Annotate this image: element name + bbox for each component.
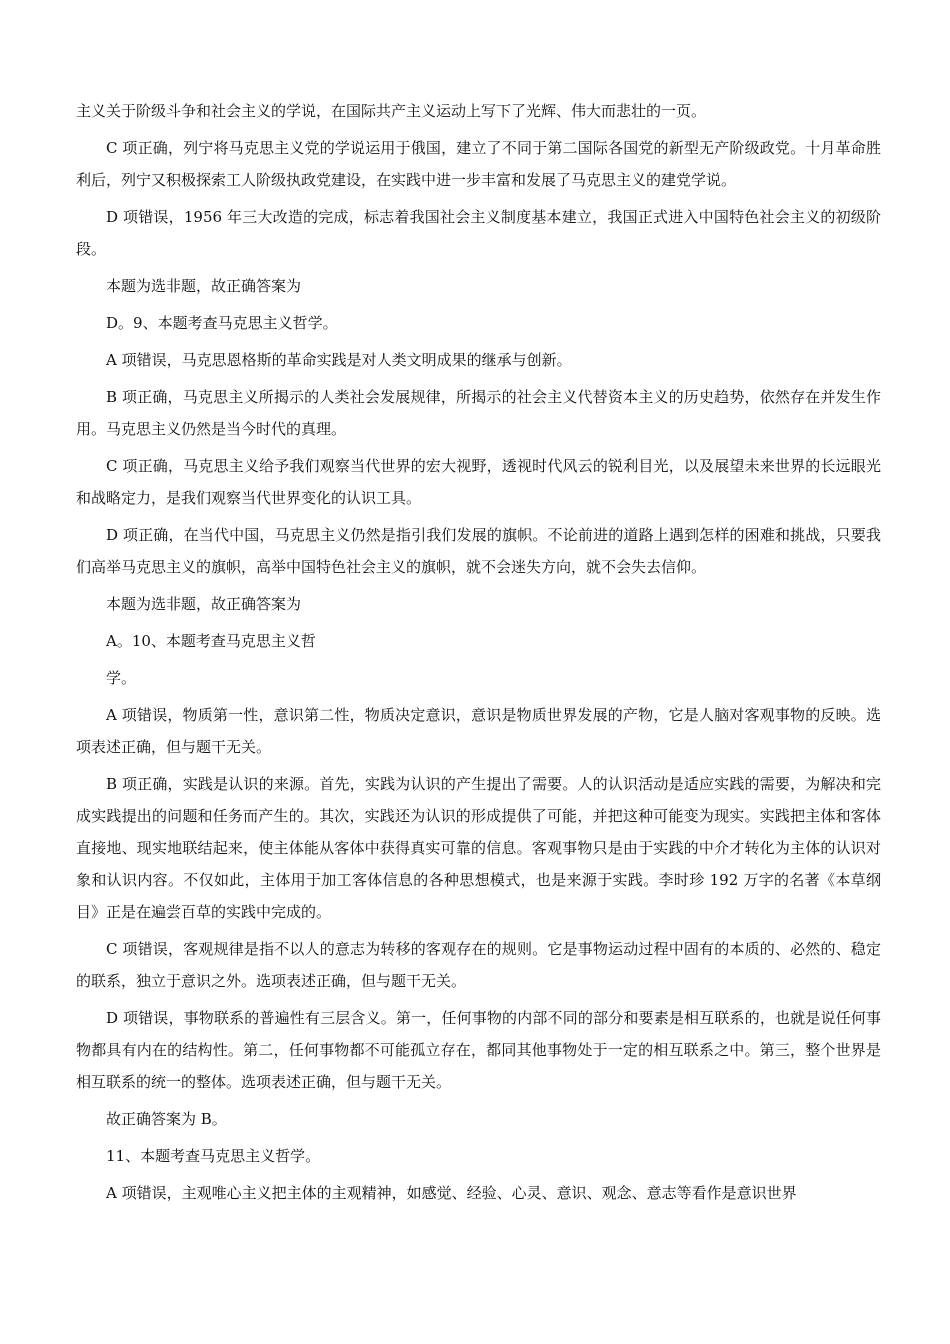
paragraph: C 项正确，马克思主义给予我们观察当代世界的宏大视野，透视时代风云的锐利目光，以及展望未来世界的长远眼光和战略定力，是我们观察当代世界变化的认识工具。 xyxy=(76,457,881,507)
paragraph: A 项错误，马克思恩格斯的革命实践是对人类文明成果的继承与创新。 xyxy=(106,351,572,369)
paragraph: C 项正确，列宁将马克思主义党的学说运用于俄国，建立了不同于第二国际各国党的新型无产阶级政党。十月革命胜利后，列宁又积极探索工人阶级执政党建设，在实践中进一步丰富和发展了马克思主义的建党学说。 xyxy=(76,139,881,189)
paragraph: 11、本题考查马克思主义哲学。 xyxy=(106,1147,321,1165)
paragraph: D。9、本题考查马克思主义哲学。 xyxy=(106,314,338,332)
paragraph: D 项错误，事物联系的普遍性有三层含义。第一，任何事物的内部不同的部分和要素是相互联系的，也就是说任何事物都具有内在的结构性。第二，任何事物都不可能孤立存在，都同其他事物处于一定的相互联系之中。第三，整个世界是相互联系的统一的整体。选项表述正确，但与题干无关。 xyxy=(76,1009,881,1091)
paragraph: D 项正确，在当代中国，马克思主义仍然是指引我们发展的旗帜。不论前进的道路上遇到怎样的困难和挑战，只要我们高举马克思主义的旗帜，高举中国特色社会主义的旗帜，就不会迷失方向，就不会失去信仰。 xyxy=(76,526,881,576)
paragraph: A 项错误，主观唯心主义把主体的主观精神，如感觉、经验、心灵、意识、观念、意志等看作是意识世界 xyxy=(106,1184,797,1202)
document-body xyxy=(76,95,881,1214)
paragraph: 本题为选非题，故正确答案为 xyxy=(106,277,302,295)
paragraph: A 项错误，物质第一性，意识第二性，物质决定意识，意识是物质世界发展的产物，它是人脑对客观事物的反映。选项表述正确，但与题干无关。 xyxy=(76,706,881,756)
paragraph: B 项正确，实践是认识的来源。首先，实践为认识的产生提出了需要。人的认识活动是适应实践的需要，为解决和完成实践提出的问题和任务而产生的。其次，实践还为认识的形成提供了可能，并把这种可能变为现实。实践把主体和客体直接地、现实地联结起来，使主体能从客体中获得真实可靠的信息。客观事物只是由于实践的中介才转化为主体的认识对象和认识内容。不仅如此，主体用于加工客体信息的各种思想模式，也是来源于实践。李时珍 192 万字的名著《本草纲目》正是在遍尝百草的实践中完成的。 xyxy=(76,775,881,921)
paragraph: B 项正确，马克思主义所揭示的人类社会发展规律，所揭示的社会主义代替资本主义的历史趋势，依然存在并发生作用。马克思主义仍然是当今时代的真理。 xyxy=(76,388,881,438)
paragraph: 故正确答案为 B。 xyxy=(106,1110,227,1128)
paragraph: 本题为选非题，故正确答案为 xyxy=(106,595,302,613)
paragraph: 主义关于阶级斗争和社会主义的学说，在国际共产主义运动上写下了光辉、伟大而悲壮的一页。 xyxy=(76,102,707,120)
paragraph: 学。 xyxy=(106,669,137,687)
paragraph: D 项错误，1956 年三大改造的完成，标志着我国社会主义制度基本建立，我国正式进入中国特色社会主义的初级阶段。 xyxy=(76,208,881,258)
paragraph: A。10、本题考查马克思主义哲 xyxy=(106,632,316,650)
paragraph: C 项错误，客观规律是指不以人的意志为转移的客观存在的规则。它是事物运动过程中固有的本质的、必然的、稳定的联系，独立于意识之外。选项表述正确，但与题干无关。 xyxy=(76,940,881,990)
